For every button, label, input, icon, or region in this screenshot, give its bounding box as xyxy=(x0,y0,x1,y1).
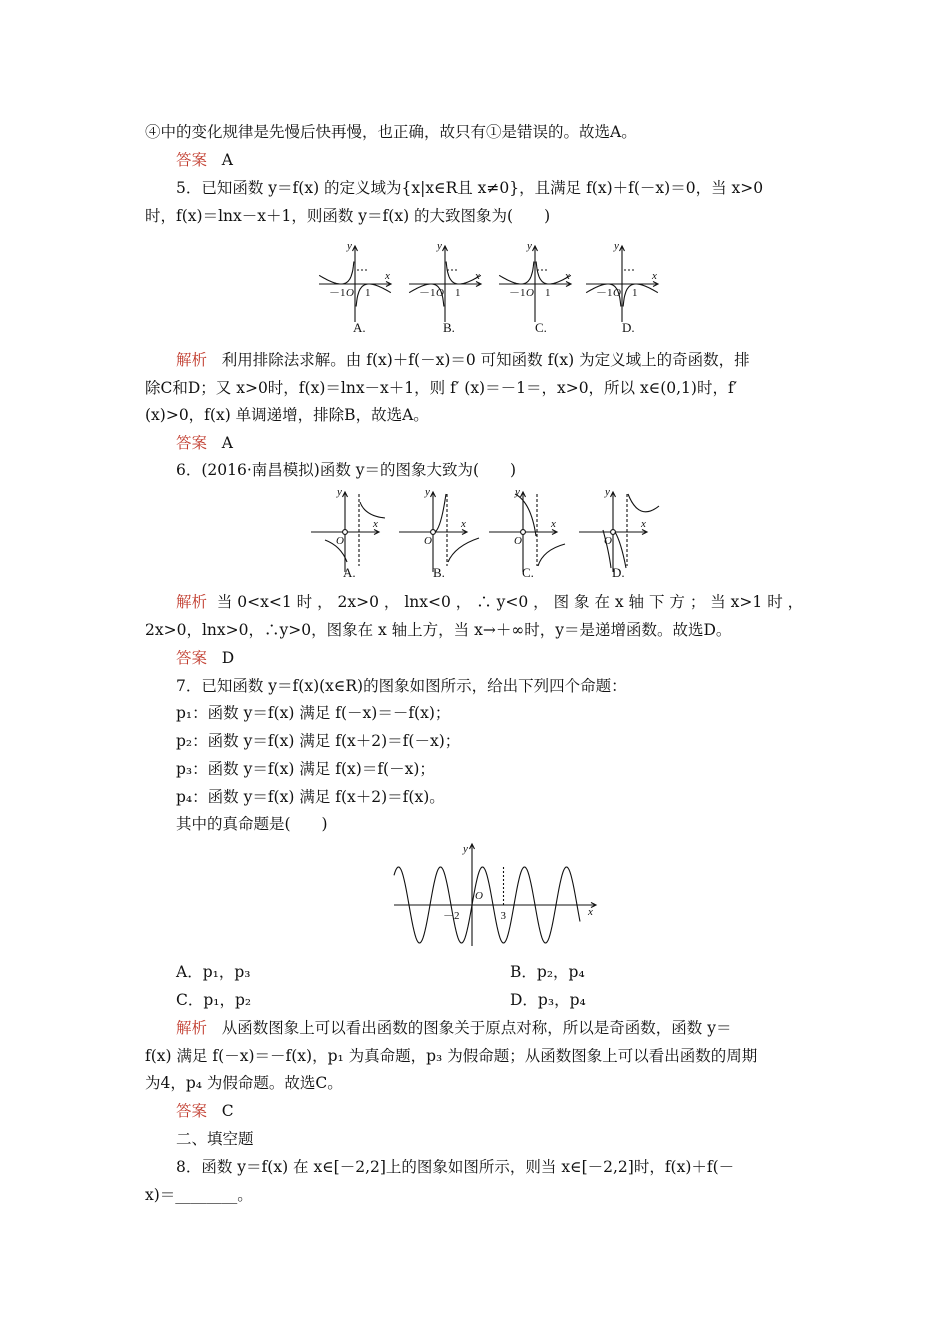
curve-branch xyxy=(628,494,659,512)
answer-label: 答案 xyxy=(176,434,208,452)
open-point xyxy=(611,530,616,535)
figure-q5-caption-d: D. xyxy=(622,320,635,335)
tick-label: 1 xyxy=(455,287,461,299)
option-d: D．p₃，p₄ xyxy=(510,991,586,1009)
tick-label: －2 xyxy=(443,910,460,922)
figure-q6-caption-a: A. xyxy=(343,565,356,580)
x-axis-label: x xyxy=(475,270,480,282)
y-axis-label: y xyxy=(425,486,430,498)
solution-text: 从函数图象上可以看出函数的图象关于原点对称，所以是奇函数，函数 y＝ xyxy=(221,1019,732,1037)
solution-text: 当 0<x<1 时 ， 2x>0 ， lnx<0 ， ∴ y<0 ， 图 象 在 x 轴 下 方 ； 当 x>1 时 ， xyxy=(216,593,804,611)
tick-label: －1 xyxy=(509,287,526,299)
answer-value: A xyxy=(221,151,233,169)
solution-label: 解析 xyxy=(176,351,208,369)
answer-label: 答案 xyxy=(176,1102,208,1120)
curve-branch xyxy=(538,544,565,566)
solution-6-line2: 2x>0，lnx>0，∴y>0，图象在 x 轴上方，当 x→＋∞时，y＝是递增函数。故选D。 xyxy=(145,621,732,639)
solution-label: 解析 xyxy=(176,593,208,611)
tick-label: 1 xyxy=(545,287,551,299)
origin-label: O xyxy=(526,287,534,299)
solution-5-line2: 除C和D；又 x>0时，f(x)＝lnx－x＋1，则 f′ (x)＝－1＝，x>0，所以 x∈(0,1)时，f′ xyxy=(145,379,738,397)
tick-label: －1 xyxy=(329,287,346,299)
curve-branch xyxy=(615,532,626,568)
origin-label: O xyxy=(514,535,522,547)
x-axis-label: x xyxy=(588,906,593,918)
origin-label: O xyxy=(604,535,612,547)
answer-value: A xyxy=(221,434,233,452)
solution-7-line3: 为4，p₄ 为假命题。故选C。 xyxy=(145,1074,343,1092)
solution-7-line1 xyxy=(176,1018,731,1038)
tick-label: －1 xyxy=(596,287,613,299)
curve-right-branch xyxy=(623,284,658,307)
origin-label: O xyxy=(346,287,354,299)
question-8-line2: x)＝________。 xyxy=(145,1186,253,1204)
curve-left-branch xyxy=(499,262,534,285)
x-axis-label: x xyxy=(385,270,390,282)
solution-text: 利用排除法求解。由 f(x)＋f(－x)＝0 可知函数 f(x) 为定义域上的奇函数，排 xyxy=(221,351,750,369)
figure-q5-caption-c: C. xyxy=(535,320,547,335)
question-5-line1: 5．已知函数 y＝f(x) 的定义域为{x|x∈R且 x≠0}，且满足 f(x)＋f(－x)＝0，当 x>0 xyxy=(176,179,764,197)
answer-5 xyxy=(176,433,233,453)
origin-label: O xyxy=(424,535,432,547)
proposition-p2: p₂：函数 y＝f(x) 满足 f(x＋2)＝f(－x)； xyxy=(176,732,461,750)
y-axis-label: y xyxy=(463,843,468,855)
open-point xyxy=(343,530,348,535)
answer-7 xyxy=(176,1101,234,1121)
origin-label: O xyxy=(436,287,444,299)
y-axis-label: y xyxy=(605,486,610,498)
open-point xyxy=(431,530,436,535)
answer-4 xyxy=(176,150,233,170)
proposition-p4: p₄：函数 y＝f(x) 满足 f(x＋2)＝f(x)。 xyxy=(176,788,445,806)
x-axis-label: x xyxy=(461,518,466,530)
figure-q6-caption-c: C. xyxy=(522,565,534,580)
answer-label: 答案 xyxy=(176,151,208,169)
y-axis-label: y xyxy=(515,486,520,498)
question-7-prompt: 其中的真命题是( ) xyxy=(176,815,328,833)
origin-label: O xyxy=(336,535,344,547)
open-point xyxy=(521,530,526,535)
curve-branch xyxy=(360,502,385,518)
curve-left-branch xyxy=(319,262,354,285)
option-c: C．p₁，p₂ xyxy=(176,991,252,1009)
question-7: 7．已知函数 y＝f(x)(x∈R)的图象如图所示，给出下列四个命题： xyxy=(176,677,627,695)
figure-q6 xyxy=(315,488,675,568)
tick-label: 1 xyxy=(365,287,371,299)
figure-q7 xyxy=(390,840,600,950)
option-a: A．p₁，p₃ xyxy=(176,963,251,981)
answer-label: 答案 xyxy=(176,649,208,667)
section-title: 二、填空题 xyxy=(176,1130,254,1148)
proposition-p1: p₁：函数 y＝f(x) 满足 f(－x)＝－f(x)； xyxy=(176,704,451,722)
solution-5-line3: (x)>0，f(x) 单调递增，排除B，故选A。 xyxy=(145,406,429,424)
x-axis-label: x xyxy=(641,518,646,530)
figure-q5-caption-b: B. xyxy=(443,320,455,335)
answer-value: D xyxy=(221,649,235,667)
tick-label: 1 xyxy=(632,287,638,299)
text-line: ④中的变化规律是先慢后快再慢，也正确，故只有①是错误的。故选A。 xyxy=(145,123,637,141)
origin-label: O xyxy=(475,890,483,902)
curve-branch xyxy=(515,494,536,536)
question-8-line1: 8．函数 y＝f(x) 在 x∈[－2,2]上的图象如图所示，则当 x∈[－2,2]时，f(x)＋f(－ xyxy=(176,1158,735,1176)
question-5-line2: 时，f(x)＝lnx－x＋1，则函数 y＝f(x) 的大致图象为( ) xyxy=(145,207,551,225)
curve-branch xyxy=(448,538,479,562)
figure-q6-caption-d: D. xyxy=(612,565,625,580)
option-b: B．p₂，p₄ xyxy=(510,963,585,981)
figure-q5-caption-a: A. xyxy=(353,320,366,335)
figure-q6-caption-b: B. xyxy=(433,565,445,580)
y-axis-label: y xyxy=(337,486,342,498)
tick-label: 3 xyxy=(500,910,506,922)
figure-q5 xyxy=(310,238,700,338)
x-axis-label: x xyxy=(551,518,556,530)
tick-label: －1 xyxy=(419,287,436,299)
question-6: 6．(2016·南昌模拟)函数 y＝的图象大致为( ) xyxy=(176,461,517,479)
solution-7-line2: f(x) 满足 f(－x)＝－f(x)，p₁ 为真命题，p₃ 为假命题；从函数图象上可以看出函数的周期 xyxy=(145,1047,758,1065)
proposition-p3: p₃：函数 y＝f(x) 满足 f(x)＝f(－x)； xyxy=(176,760,435,778)
x-axis-label: x xyxy=(373,518,378,530)
curve-right-branch xyxy=(356,284,391,307)
y-axis-label: y xyxy=(614,240,619,252)
y-axis-label: y xyxy=(437,240,442,252)
y-axis-label: y xyxy=(527,240,532,252)
solution-6-line1 xyxy=(176,592,803,612)
solution-label: 解析 xyxy=(176,1019,208,1037)
curve-branch xyxy=(435,494,446,532)
x-axis-label: x xyxy=(565,270,570,282)
y-axis-label: y xyxy=(347,240,352,252)
answer-value: C xyxy=(221,1102,234,1120)
origin-label: O xyxy=(613,287,621,299)
solution-5-line1 xyxy=(176,350,750,370)
x-axis-label: x xyxy=(652,270,657,282)
answer-6 xyxy=(176,648,234,668)
